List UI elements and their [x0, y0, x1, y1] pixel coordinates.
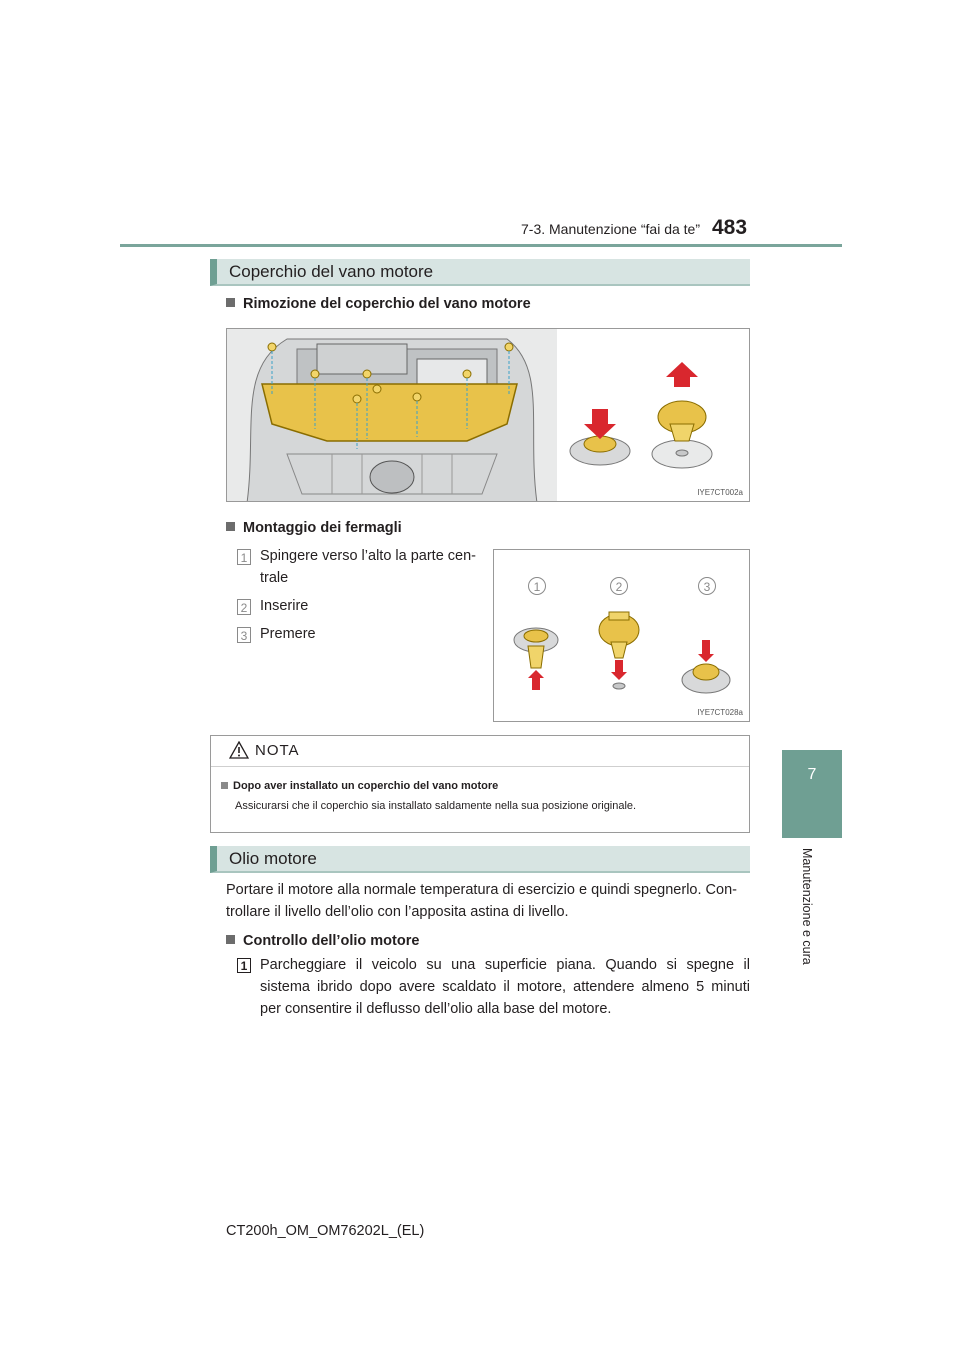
figure-step-label: 2 [610, 577, 628, 595]
notice-header [211, 736, 749, 767]
page-number: 483 [712, 216, 748, 239]
clip-installation-figure [493, 549, 750, 722]
clip-steps-illustration [494, 550, 750, 722]
section-heading-text: Olio motore [229, 849, 317, 868]
step-number: 2 [237, 599, 251, 615]
square-bullet-icon [226, 935, 235, 944]
figure-code: IYE7CT002a [697, 488, 743, 497]
notice-box [210, 735, 750, 833]
chapter-tab-label-wrap [800, 848, 822, 1048]
figure-code: IYE7CT028a [697, 708, 743, 717]
subheading-clips [226, 520, 402, 536]
subheading-removal [226, 296, 531, 312]
square-bullet-icon [226, 298, 235, 307]
square-bullet-icon [226, 522, 235, 531]
subheading-removal-text: Rimozione del coperchio del vano motore [243, 296, 531, 312]
notice-item-title-text: Dopo aver installato un coperchio del vano motore [233, 780, 499, 792]
step-number-box: 1 [237, 958, 251, 973]
oil-intro-paragraph [226, 879, 750, 923]
subheading-oil-check [226, 933, 419, 949]
section-heading-engine-oil [210, 846, 750, 873]
paragraph-line: Parcheggiare il veicolo su una superficie piana. Quando si spegne il [260, 957, 750, 973]
document-code: CT200h_OM_OM76202L_(EL) [226, 1223, 425, 1239]
paragraph-line: per consentire il deflusso dell’olio alla base del motore. [260, 1001, 612, 1017]
chapter-title: 7-3. Manutenzione “fai da te” [521, 221, 700, 237]
oil-step-text [260, 954, 750, 1020]
notice-item-text: Assicurarsi che il coperchio sia installato saldamente nella sua posizione originale. [235, 800, 637, 812]
chapter-tab-number: 7 [807, 766, 817, 783]
chapter-tab-label: Manutenzione e cura [800, 848, 814, 965]
step-text: Inserire [260, 598, 309, 614]
subheading-oil-check-text: Controllo dell’olio motore [243, 933, 420, 949]
subheading-clips-text: Montaggio dei fermagli [243, 520, 402, 536]
header-divider [120, 244, 842, 247]
chapter-tab[interactable] [782, 750, 842, 838]
notice-item-title [221, 780, 498, 792]
figure-step-label: 1 [528, 577, 546, 595]
step-text [260, 545, 476, 589]
warning-triangle-icon [229, 741, 249, 759]
paragraph-line: sistema ibrido dopo avere scaldato il motore, attendere almeno 5 minuti [260, 979, 750, 995]
notice-label: NOTA [255, 742, 300, 759]
section-heading-text: Coperchio del vano motore [229, 262, 434, 281]
engine-cover-figure [226, 328, 750, 502]
step-text-line: Spingere verso l’alto la parte cen- [260, 548, 477, 564]
paragraph-line: trollare il livello dell’olio con l’apposita astina di livello. [226, 904, 569, 920]
square-bullet-icon [221, 782, 228, 789]
step-text: Premere [260, 626, 316, 642]
step-number: 3 [237, 627, 251, 643]
engine-bay-illustration [227, 329, 750, 502]
paragraph-line: Portare il motore alla normale temperatura di esercizio e quindi spegnerlo. Con- [226, 882, 737, 898]
figure-step-label: 3 [698, 577, 716, 595]
section-heading-engine-cover [210, 259, 750, 286]
step-text-line: trale [260, 570, 289, 586]
step-number: 1 [237, 549, 251, 565]
